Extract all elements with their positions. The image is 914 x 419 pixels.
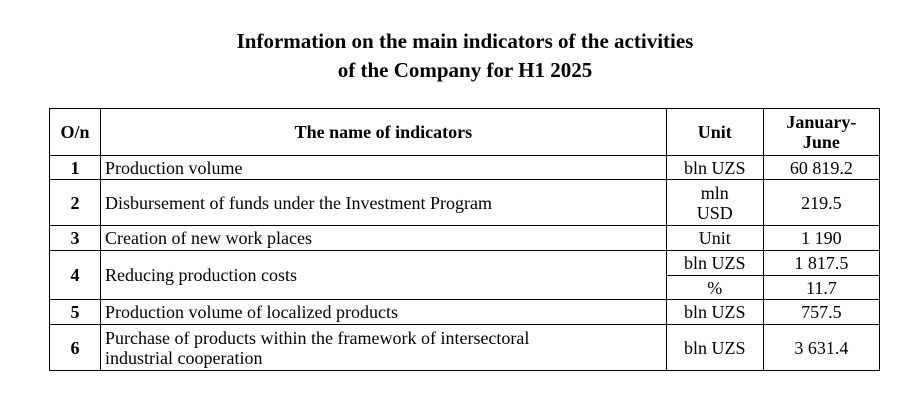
table-row <box>50 325 880 371</box>
row-number: 2 <box>50 180 101 226</box>
indicator-value: 11.7 <box>763 276 879 300</box>
header-period-line-2: June <box>802 132 840 152</box>
table-row <box>50 300 880 325</box>
indicators-table <box>49 108 880 371</box>
row-number: 1 <box>50 156 101 180</box>
indicator-unit <box>666 180 763 226</box>
indicator-unit-line-2: USD <box>696 202 733 223</box>
indicator-unit: % <box>666 276 763 300</box>
header-period-line-1: January- <box>786 112 857 132</box>
row-number: 6 <box>50 325 101 371</box>
indicator-name <box>101 325 667 371</box>
row-number: 4 <box>50 251 101 300</box>
title-line-2: of the Company for H1 2025 <box>337 58 593 82</box>
row-number: 3 <box>50 226 101 251</box>
table-row <box>50 156 880 180</box>
table-row <box>50 251 880 276</box>
indicator-value: 1 190 <box>763 226 879 251</box>
indicator-name: Production volume <box>101 156 667 180</box>
indicator-unit: bln UZS <box>666 156 763 180</box>
indicator-name: Creation of new work places <box>101 226 667 251</box>
indicator-name-line-2: industrial cooperation <box>105 347 263 368</box>
indicator-value: 219.5 <box>763 180 879 226</box>
indicator-unit: Unit <box>666 226 763 251</box>
header-unit: Unit <box>666 109 763 156</box>
indicator-unit: bln UZS <box>666 251 763 276</box>
indicator-value: 60 819.2 <box>763 156 879 180</box>
indicator-name: Reducing production costs <box>101 251 667 300</box>
indicator-unit: bln UZS <box>666 325 763 371</box>
indicator-name: Disbursement of funds under the Investment Program <box>101 180 667 226</box>
indicator-unit: bln UZS <box>666 300 763 325</box>
indicator-name: Production volume of localized products <box>101 300 667 325</box>
indicator-name-line-1: Purchase of products within the framework of intersectoral <box>105 327 530 348</box>
indicator-value: 3 631.4 <box>763 325 879 371</box>
table-row <box>50 180 880 226</box>
table-header-row <box>50 109 880 156</box>
header-indicator-name: The name of indicators <box>101 109 667 156</box>
header-period <box>763 109 879 156</box>
indicator-value: 1 817.5 <box>763 251 879 276</box>
row-number: 5 <box>50 300 101 325</box>
header-number: O/n <box>50 109 101 156</box>
table-row <box>50 226 880 251</box>
title-line-1: Information on the main indicators of the activities <box>236 29 694 53</box>
indicator-value: 757.5 <box>763 300 879 325</box>
document-title <box>0 27 914 85</box>
indicator-unit-line-1: mln <box>700 182 729 203</box>
